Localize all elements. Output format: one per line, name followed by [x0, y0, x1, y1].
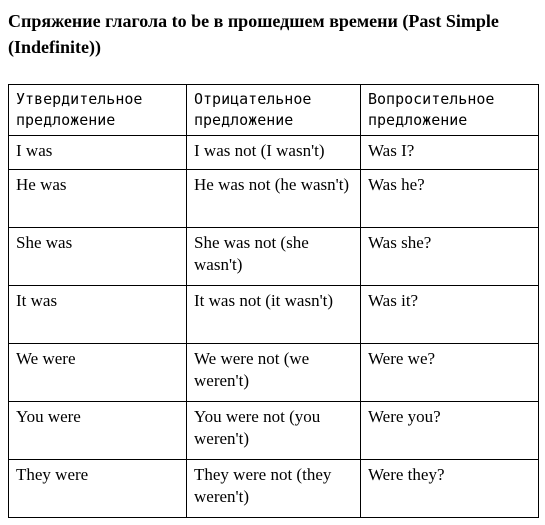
table-row	[9, 286, 539, 344]
cell-negative: They were not (they weren't)	[187, 460, 361, 518]
cell-negative: He was not (he wasn't)	[187, 170, 361, 228]
cell-interrogative: Were you?	[361, 402, 539, 460]
cell-affirmative: We were	[9, 344, 187, 402]
cell-negative: I was not (I wasn't)	[187, 136, 361, 170]
cell-affirmative: It was	[9, 286, 187, 344]
cell-interrogative: Was I?	[361, 136, 539, 170]
header-interrogative: Вопросительное предложение	[361, 85, 539, 136]
cell-negative: You were not (you weren't)	[187, 402, 361, 460]
table-row	[9, 402, 539, 460]
cell-interrogative: Was he?	[361, 170, 539, 228]
page-title: Спряжение глагола to be в прошедшем времени (Past Simple (Indefinite))	[8, 11, 499, 57]
table-row	[9, 344, 539, 402]
table-row	[9, 228, 539, 286]
table-header-row	[9, 85, 539, 136]
table-row	[9, 136, 539, 170]
table-row	[9, 170, 539, 228]
cell-affirmative: He was	[9, 170, 187, 228]
cell-affirmative: I was	[9, 136, 187, 170]
cell-affirmative: You were	[9, 402, 187, 460]
header-affirmative: Утвердительное предложение	[9, 85, 187, 136]
cell-interrogative: Was she?	[361, 228, 539, 286]
conjugation-table	[8, 84, 539, 518]
cell-negative: It was not (it wasn't)	[187, 286, 361, 344]
cell-affirmative: She was	[9, 228, 187, 286]
cell-interrogative: Were we?	[361, 344, 539, 402]
cell-interrogative: Was it?	[361, 286, 539, 344]
header-negative: Отрицательное предложение	[187, 85, 361, 136]
table-row	[9, 460, 539, 518]
cell-affirmative: They were	[9, 460, 187, 518]
cell-negative: We were not (we weren't)	[187, 344, 361, 402]
cell-negative: She was not (she wasn't)	[187, 228, 361, 286]
cell-interrogative: Were they?	[361, 460, 539, 518]
